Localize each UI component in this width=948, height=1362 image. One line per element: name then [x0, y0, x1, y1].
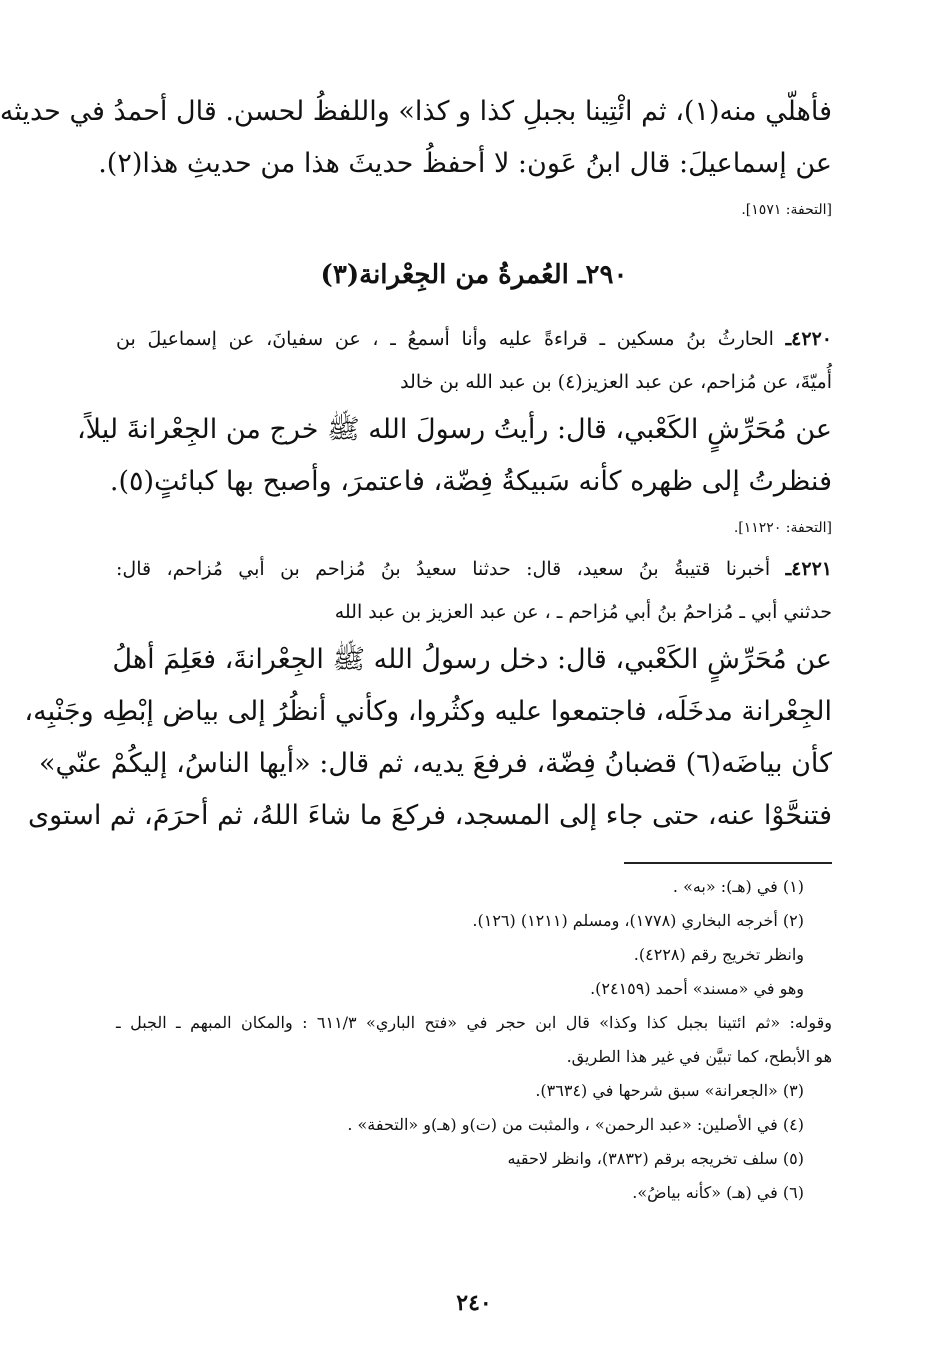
hadith-matn-line: عن مُحَرِّشٍ الكَعْبي، قال: رأيتُ رسولَ الله ﷺ خرج من الجِعْرانةَ ليلاً،: [76, 414, 832, 445]
isnad-text: أخبرنا قتيبةُ بنُ سعيد، قال: حدثنا سعيدُ بنُ مُزاحم بن أبي مُزاحم، قال:: [116, 558, 771, 580]
footnote: (١) في (هـ): «به» .: [672, 877, 804, 896]
footnote: وهو في «مسند» أحمد (٢٤١٥٩).: [590, 979, 804, 998]
footnote-separator: [624, 862, 832, 864]
footnote: (٢) أخرجه البخاري (١٧٧٨)، ومسلم (١٢١١) (١٢٦).: [472, 911, 804, 930]
page-number: ٢٤٠: [456, 1290, 492, 1316]
hadith-number: ٤٢٢١ـ: [785, 558, 832, 580]
hadith-matn-line: كأن بياضَه(٦) قضبانُ فِضّة، فرفعَ يديه، ثم قال: «أيها الناسُ، إليكُمْ عنّي»: [38, 748, 832, 779]
text-line: فأهلّي منه(١)، ثم ائْتِينا بجبلِ كذا و كذا» واللفظُ لحسن. قال أحمدُ في حديثه: [0, 96, 832, 127]
hadith-isnad-line: [116, 548, 832, 591]
footnote: (٦) في (هـ) «كأنه بياضُ».: [632, 1183, 804, 1202]
tuhfa-reference: [التحفة: ١١٢٢٠].: [733, 520, 832, 536]
hadith-matn-line: الجِعْرانة مدخَلَه، فاجتمعوا عليه وكثُروا، وكأني أنظُرُ إلى بياض إبْطِه وجَنْبِه،: [24, 696, 832, 727]
hadith-isnad-line: حدثني أبي ـ مُزاحمُ بنُ أبي مُزاحم ـ ، عن عبد العزيز بن عبد الله: [334, 601, 832, 623]
text-line: عن إسماعيلَ: قال ابنُ عَون: لا أحفظُ حديثَ هذا من حديثِ هذا(٢).: [98, 148, 832, 179]
footnote: (٤) في الأصلين: «عبد الرحمن» ، والمثبت من (ت)و (هـ)و «التحفة» .: [347, 1115, 804, 1134]
footnote: وانظر تخريج رقم (٤٢٢٨).: [633, 945, 804, 964]
hadith-number: ٤٢٢٠ـ: [785, 328, 832, 350]
hadith-matn-line: عن مُحَرِّشٍ الكَعْبي، قال: دخل رسولُ الله ﷺ الجِعْرانةَ، فعَلِمَ أهلُ: [112, 644, 832, 675]
hadith-matn-line: فتنحَّوْا عنه، حتى جاء إلى المسجد، فركعَ ما شاءَ اللهُ، ثم أحرَمَ، ثم استوى: [28, 800, 832, 831]
hadith-matn-line: فنظرتُ إلى ظهره كأنه سَبيكةُ فِضّة، فاعتمرَ، وأصبح بها كبائتٍ(٥).: [109, 466, 832, 497]
hadith-isnad-line: [116, 318, 832, 361]
hadith-isnad-line: أُميّةَ، عن مُزاحم، عن عبد العزيز(٤) بن عبد الله بن خالد: [400, 371, 832, 393]
footnote: وقوله: «ثم ائتينا بجبل كذا وكذا» قال ابن حجر في «فتح الباري» ٦١١/٣ : والمكان المبهم ـ الجبل ـ: [116, 1013, 832, 1032]
isnad-text: الحارثُ بنُ مسكين ـ قراءةً عليه وأنا أسمعُ ـ ، عن سفيانَ، عن إسماعيلَ بن: [116, 328, 774, 350]
footnote: (٣) «الجعرانة» سبق شرحها في (٣٦٣٤).: [535, 1081, 804, 1100]
footnote: (٥) سلف تخريجه برقم (٣٨٣٢)، وانظر لاحقيه: [507, 1149, 804, 1168]
footnote: هو الأبطح، كما تبيَّن في غير هذا الطريق.: [566, 1047, 832, 1066]
chapter-title: ٢٩٠ـ العُمرةُ من الجِعْرانة(٣): [320, 260, 628, 290]
tuhfa-reference: [التحفة: ١٥٧١].: [741, 202, 832, 218]
